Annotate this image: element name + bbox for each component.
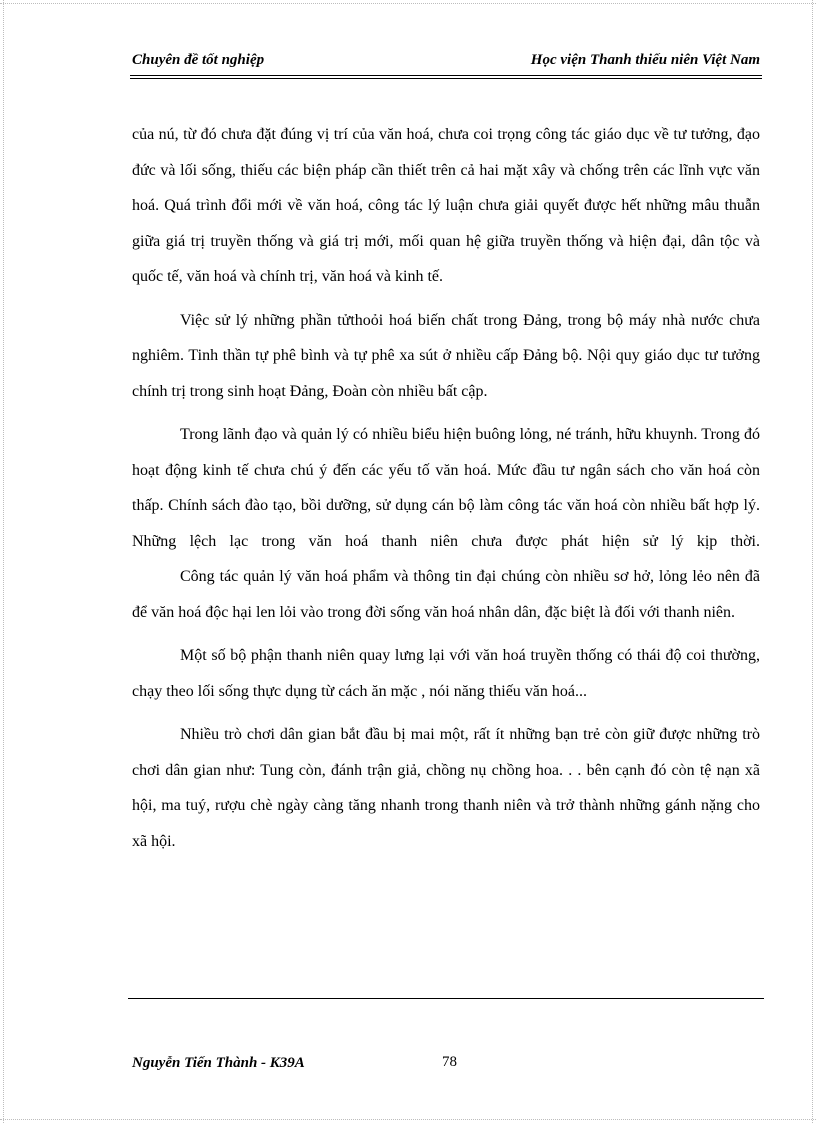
- footer-author: Nguyễn Tiến Thành - K39A: [132, 1055, 305, 1071]
- header-left-title: Chuyên đề tốt nghiệp: [132, 52, 265, 68]
- body-text: [132, 117, 760, 859]
- header-rule-top: [130, 75, 762, 76]
- paragraph-2: Việc sử lý những phần tửthoỏi hoá biến chất trong Đảng, trong bộ máy nhà nước chưa nghiêm. Tinh thần tự phê bình và tự phê xa sút ở nhiều cấp Đảng bộ. Nội quy giáo dục tư tưởng chính trị trong sinh hoạt Đảng, Đoàn còn nhiều bất cập.: [132, 311, 760, 400]
- paragraph-4: Công tác quản lý văn hoá phẩm và thông tin đại chúng còn nhiều sơ hở, lỏng lẻo nên đã để văn hoá độc hại len lỏi vào trong đời sống văn hoá nhân dân, đặc biệt là đối với thanh niên.: [132, 568, 760, 621]
- page-border-bottom: [0, 1119, 816, 1120]
- footer-rule: [128, 998, 764, 999]
- header-right-title: Học viện Thanh thiếu niên Việt Nam: [530, 52, 760, 68]
- page-border-right: [812, 0, 813, 1123]
- page-border-left: [3, 0, 4, 1123]
- page-number: 78: [442, 1054, 457, 1070]
- page-border-top: [0, 3, 816, 4]
- header-rule-bottom: [130, 78, 762, 79]
- paragraph-1: của nú, từ đó chưa đặt đúng vị trí của văn hoá, chưa coi trọng công tác giáo dục về tư tưởng, đạo đức và lối sống, thiếu các biện pháp cần thiết trên cả hai mặt xây và chống trên các lĩnh vực văn hoá. Quá trình đổi mới về văn hoá, công tác lý luận chưa giải quyết được hết những mâu thuẫn giữa giá trị truyền thống và giá trị mới, mối quan hệ giữa truyền thống và hiện đại, dân tộc và quốc tế, văn hoá và chính trị, văn hoá và kinh tế.: [132, 126, 760, 285]
- paragraph-3: Trong lãnh đạo và quản lý có nhiều biểu hiện buông lỏng, né tránh, hữu khuynh. Trong đó hoạt động kinh tế chưa chú ý đến các yếu tố văn hoá. Mức đầu tư ngân sách cho văn hoá còn thấp. Chính sách đào tạo, bồi dưỡng, sử dụng cán bộ làm công tác văn hoá còn nhiều bất hợp lý. Những lệch lạc trong văn hoá thanh niên chưa được phát hiện sử lý kịp thời.: [132, 426, 760, 550]
- paragraph-6: Nhiều trò chơi dân gian bắt đầu bị mai một, rất ít những bạn trẻ còn giữ được những trò chơi dân gian như: Tung còn, đánh trận giả, chồng nụ chồng hoa. . . bên cạnh đó còn tệ nạn xã hội, ma tuý, rượu chè ngày càng tăng nhanh trong thanh niên và trở thành những gánh nặng cho xã hội.: [132, 726, 760, 850]
- paragraph-5: Một số bộ phận thanh niên quay lưng lại với văn hoá truyền thống có thái độ coi thường, chạy theo lối sống thực dụng từ cách ăn mặc , nói năng thiếu văn hoá...: [132, 647, 760, 700]
